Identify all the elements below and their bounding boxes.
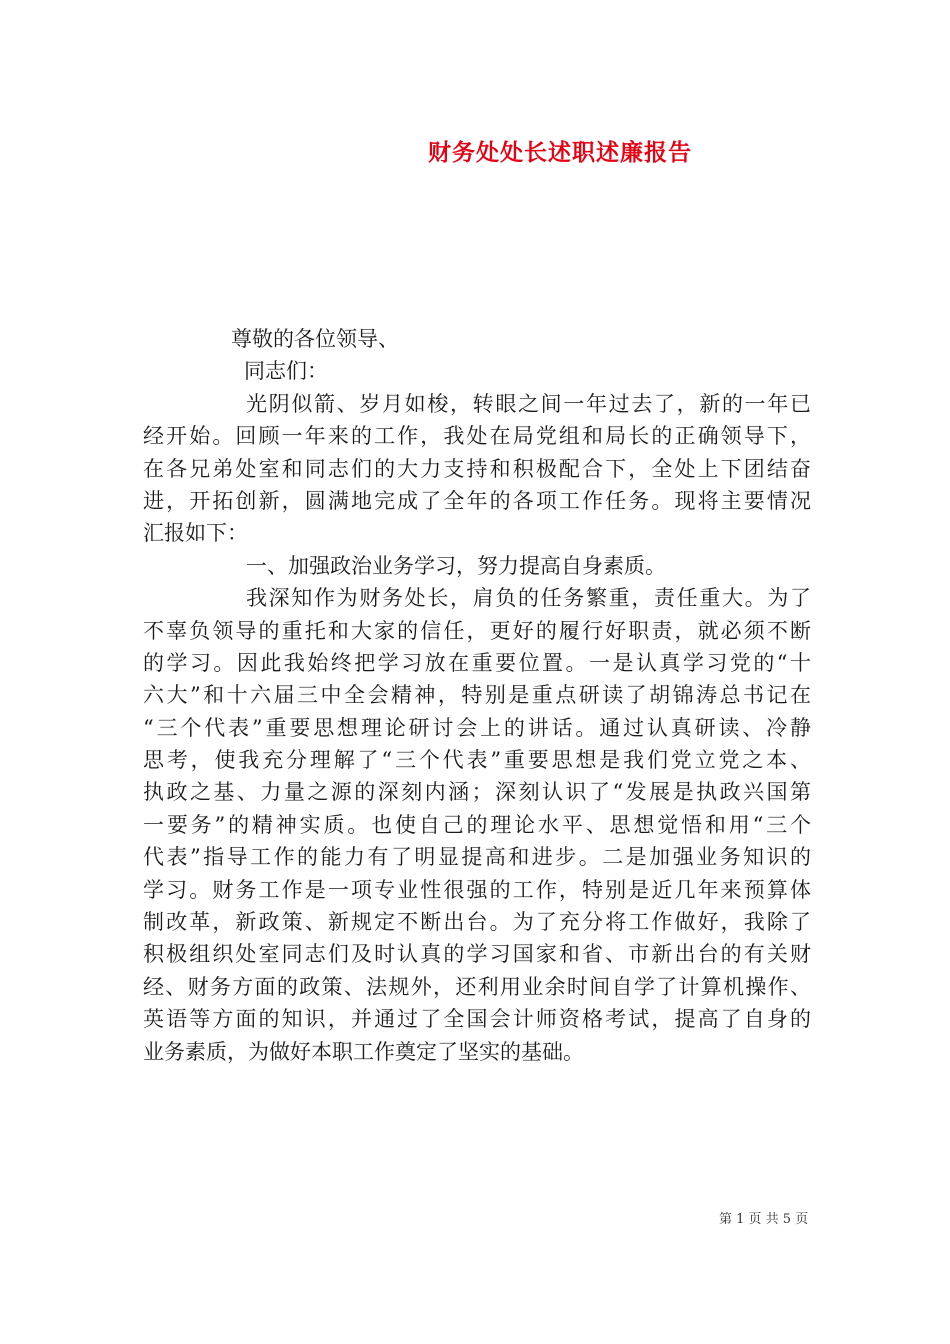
paragraph-line: 思考，使我充分理解了“三个代表”重要思想是我们党立党之本、 <box>143 748 811 773</box>
document-body <box>143 323 811 1068</box>
salutation-line-2: 同志们： <box>244 359 328 384</box>
paragraph-line: 在各兄弟处室和同志们的大力支持和积极配合下，全处上下团结奋 <box>143 456 811 481</box>
paragraph-line: 经、财务方面的政策、法规外，还利用业余时间自学了计算机操作、 <box>143 974 811 999</box>
document-title: 财务处处长述职述廉报告 <box>428 139 692 166</box>
paragraph-line: 业务素质，为做好本职工作奠定了坚实的基础。 <box>143 1039 584 1064</box>
paragraph-line: 英语等方面的知识，并通过了全国会计师资格考试，提高了自身的 <box>143 1007 811 1032</box>
paragraph-line: 代表”指导工作的能力有了明显提高和进步。二是加强业务知识的 <box>143 845 811 870</box>
paragraph-line: 经开始。回顾一年来的工作，我处在局党组和局长的正确领导下， <box>143 424 811 449</box>
paragraph-line: 光阴似箭、岁月如梭，转眼之间一年过去了，新的一年已 <box>246 391 811 416</box>
paragraph-line: 不辜负领导的重托和大家的信任，更好的履行好职责，就必须不断 <box>143 618 811 643</box>
paragraph-line: 六大”和十六届三中全会精神，特别是重点研读了胡锦涛总书记在 <box>143 683 811 708</box>
salutation-line-1: 尊敬的各位领导、 <box>231 327 399 351</box>
paragraph-line: 制改革，新政策、新规定不断出台。为了充分将工作做好，我除了 <box>143 910 811 935</box>
paragraph-line: 一要务”的精神实质。也使自己的理论水平、思想觉悟和用“三个 <box>143 812 811 837</box>
paragraph-line: “三个代表”重要思想理论研讨会上的讲话。通过认真研读、冷静 <box>143 715 811 740</box>
section-heading: 一、加强政治业务学习，努力提高自身素质。 <box>246 553 666 578</box>
paragraph-line: 积极组织处室同志们及时认真的学习国家和省、市新出台的有关财 <box>143 942 811 967</box>
paragraph-line: 汇报如下： <box>143 521 248 546</box>
paragraph-line: 我深知作为财务处长，肩负的任务繁重，责任重大。为了 <box>246 586 811 611</box>
page-number: 第 1 页 共 5 页 <box>719 1212 809 1227</box>
paragraph-line: 学习。财务工作是一项专业性很强的工作，特别是近几年来预算体 <box>143 877 811 902</box>
paragraph-line: 进，开拓创新，圆满地完成了全年的各项工作任务。现将主要情况 <box>143 488 811 513</box>
paragraph-line: 执政之基、力量之源的深刻内涵；深刻认识了“发展是执政兴国第 <box>143 780 811 805</box>
paragraph-line: 的学习。因此我始终把学习放在重要位置。一是认真学习党的“十 <box>143 650 811 675</box>
